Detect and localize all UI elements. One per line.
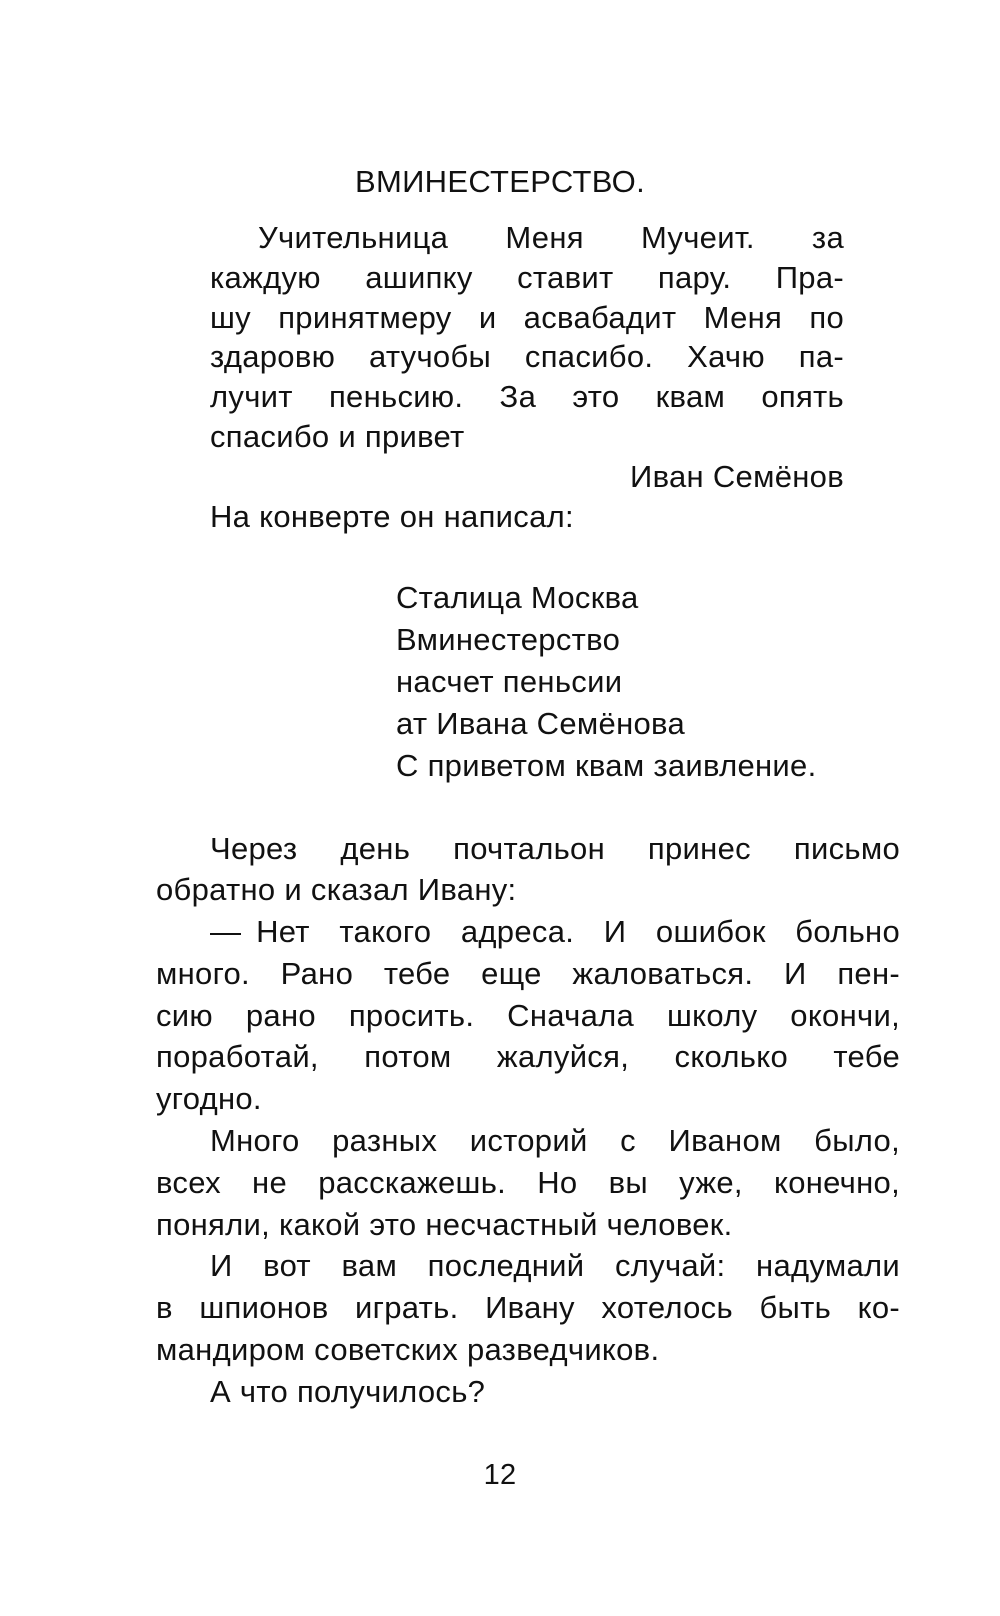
letter-line: спасибо и привет	[210, 419, 465, 454]
story-line: Много разных историй с Иваном было,	[210, 1123, 900, 1158]
envelope-intro: На конверте он написал:	[210, 499, 574, 534]
letter-line: Учительница Меня Мучеит. за	[258, 220, 844, 255]
story-line: сию рано просить. Сначала школу окончи,	[156, 998, 900, 1033]
story-line: — Нет такого адреса. И ошибок больно	[210, 914, 900, 949]
letter-heading: ВМИНЕСТЕРСТВО.	[354, 164, 645, 199]
letter-line: каждую ашипку ставит пару. Пра-	[210, 260, 844, 295]
letter-line: лучит пеньсию. За это квам опять	[210, 379, 844, 414]
story-line: всех не расскажешь. Но вы уже, конечно,	[156, 1165, 900, 1200]
page-number: 12	[483, 1459, 517, 1491]
envelope-address-line: С приветом квам заивление.	[396, 748, 817, 783]
story-line: поработай, потом жалуйся, сколько тебе	[156, 1039, 900, 1074]
story-line: А что получилось?	[210, 1374, 486, 1409]
envelope-address-line: Вминестерство	[396, 622, 621, 657]
letter-signature: Иван Семёнов	[630, 459, 844, 494]
story-line: И вот вам последний случай: надумали	[210, 1248, 900, 1283]
envelope-address-line: Сталица Москва	[396, 580, 639, 615]
story-line: угодно.	[156, 1081, 262, 1116]
story-line: поняли, какой это несчастный человек.	[156, 1207, 733, 1242]
story-line: обратно и сказал Ивану:	[156, 872, 517, 907]
story-line: мандиром советских разведчиков.	[156, 1332, 660, 1367]
envelope-address-line: ат Ивана Семёнова	[396, 706, 685, 741]
letter-line: здаровю атучобы спасибо. Хачю па-	[210, 339, 844, 374]
story-line: много. Рано тебе еще жаловаться. И пен-	[156, 956, 900, 991]
envelope-address-line: насчет пеньсии	[396, 664, 623, 699]
story-line: в шпионов играть. Ивану хотелось быть ко-	[156, 1290, 900, 1325]
letter-line: шу принятмеру и асвабадит Меня по	[210, 300, 844, 335]
story-line: Через день почтальон принес письмо	[210, 831, 900, 866]
